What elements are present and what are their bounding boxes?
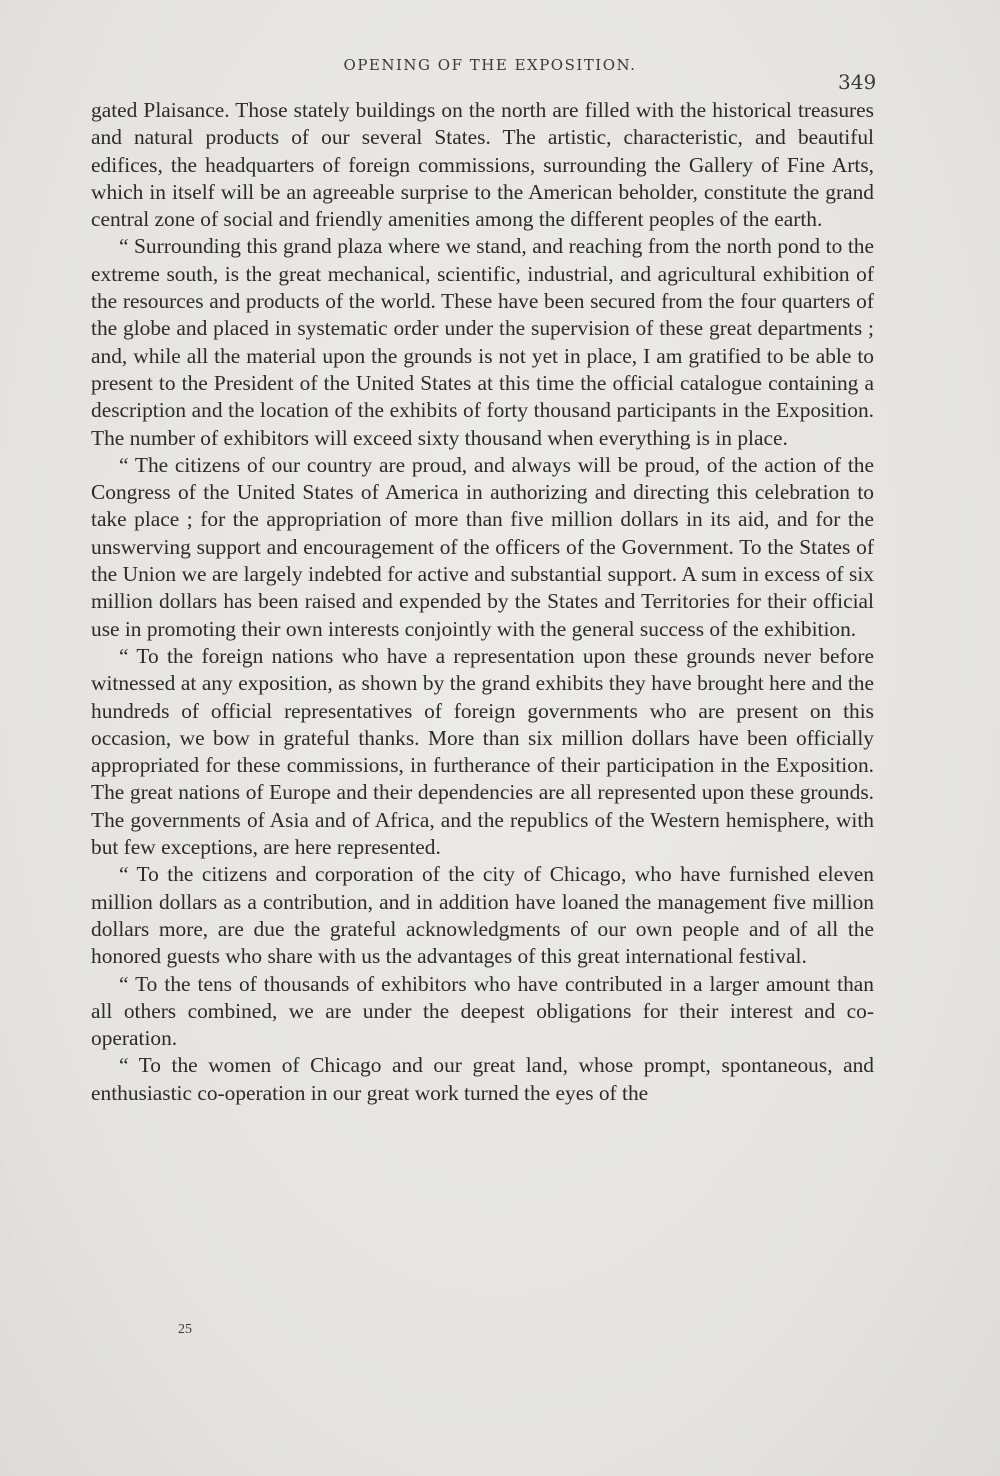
paragraph: “ To the women of Chicago and our great land, whose prompt, spontaneous, and enthusiastic co-operation in our great work turned the eyes of the [91, 1053, 874, 1105]
paragraph: “ To the foreign nations who have a representation upon these grounds never before witnessed at any exposition, as shown by the grand exhibits they have brought here and the hundreds of official representatives of foreign governments who are present on this occasion, we bow in grateful thanks. More than six million dollars have been officially appropriated for these commissions, in furtherance of their participation in the Exposition. The great nations of Europe and their dependencies are all represented upon these grounds. The governments of Asia and of Africa, and the republics of the Western hemisphere, with but few exceptions, are here represented. [91, 643, 874, 860]
paragraph: “ The citizens of our country are proud, and always will be proud, of the action of the Congress of the United States of America in authorizing and directing this celebration to take place ; for the appropriation of more than five million dollars in its aid, and for the unswerving support and encouragement of the officers of the Government. To the States of the Union we are largely indebted for active and substantial support. A sum in excess of six million dollars has been raised and expended by the States and Territories for their official use in promoting their own interests conjointly with the general success of the exhibition. [91, 452, 874, 641]
body-text [91, 97, 874, 1107]
paragraph: “ Surrounding this grand plaza where we stand, and reaching from the north pond to the extreme south, is the great mechanical, scientific, industrial, and agricultural exhibition of the resources and products of the world. These have been secured from the four quarters of the globe and placed in systematic order under the supervision of these great departments ; and, while all the material upon the grounds is not yet in place, I am gratified to be able to present to the President of the United States at this time the official catalogue containing a description and the location of the exhibits of forty thousand participants in the Exposition. The number of exhibitors will exceed sixty thousand when everything is in place. [91, 234, 874, 450]
paragraph: “ To the citizens and corporation of the city of Chicago, who have furnished eleven million dollars as a contribution, and in addition have loaned the management five million dollars more, are due the grateful acknowledgments of our own people and of all the honored guests who share with us the advantages of this great international festival. [91, 862, 874, 969]
paragraph: “ To the tens of thousands of exhibitors who have contributed in a larger amount than all others combined, we are under the deepest obligations for their interest and co-operation. [91, 971, 874, 1051]
page-number: 349 [838, 70, 877, 94]
signature-mark: 25 [178, 1322, 192, 1337]
running-title: OPENING OF THE EXPOSITION. [343, 56, 637, 74]
paragraph: gated Plaisance. Those stately buildings on the north are filled with the historical treasures and natural products of our several States. The artistic, characteristic, and beautiful edifices, the headquarters of foreign commissions, surrounding the Gallery of Fine Arts, which in itself will be an agreeable surprise to the American beholder, constitute the grand central zone of social and friendly amenities among the different peoples of the earth. [91, 98, 874, 232]
